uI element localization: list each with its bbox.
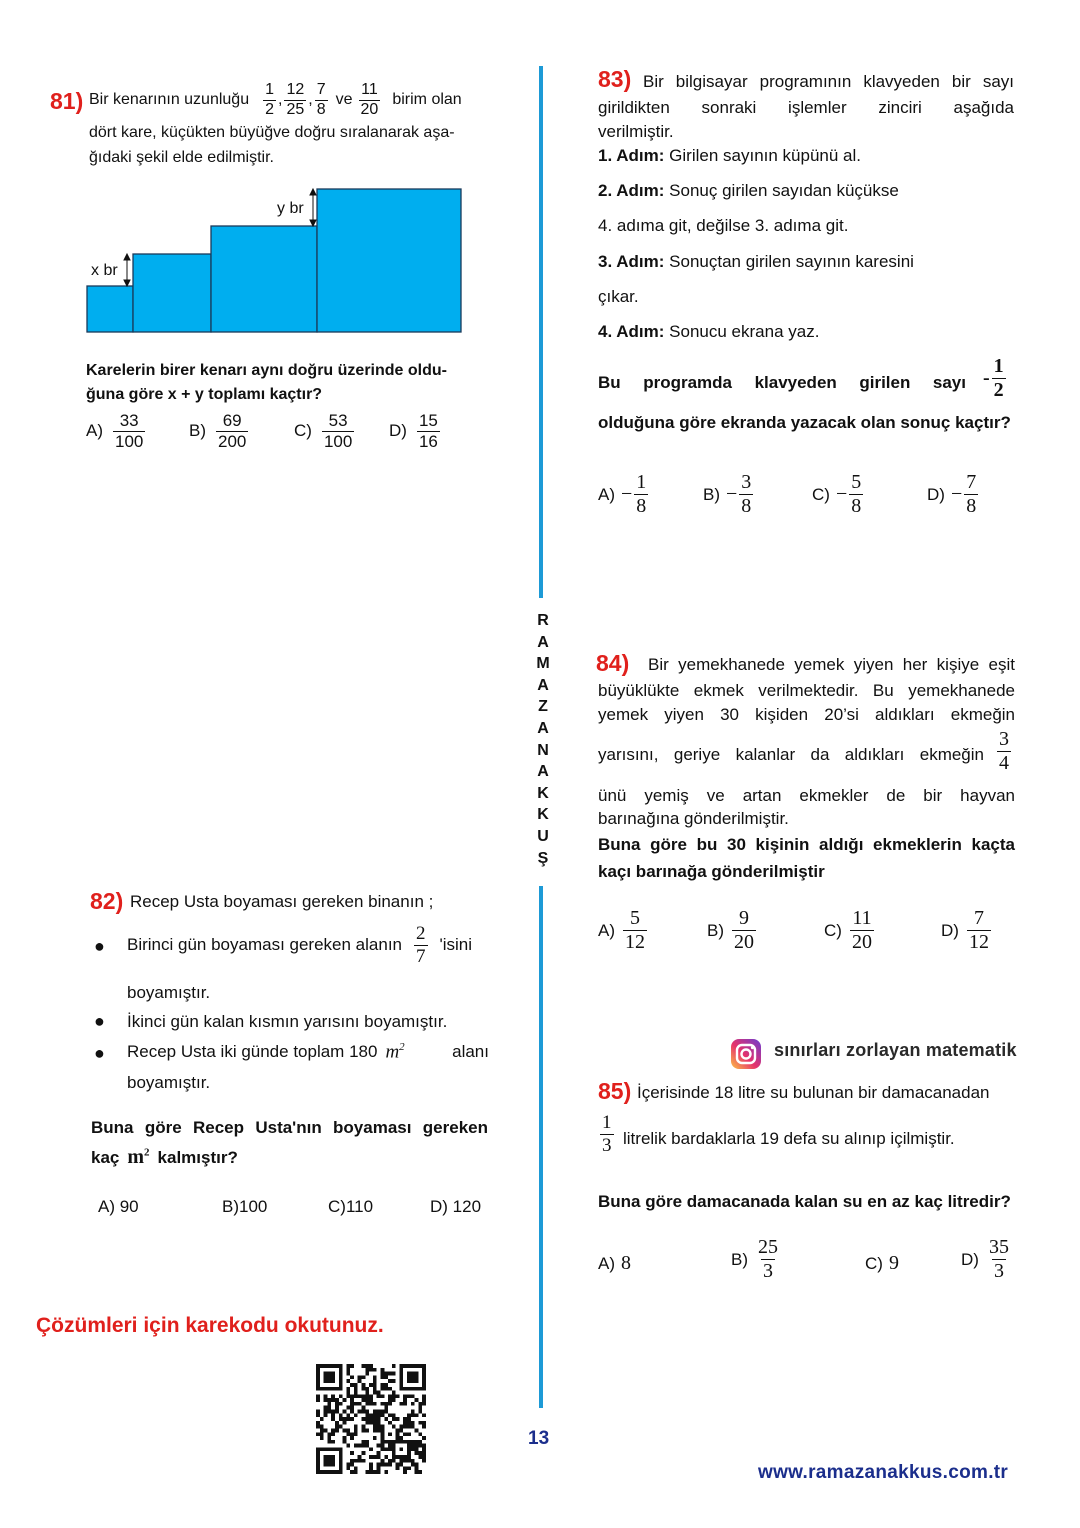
q83-intro-2: girildikten sonraki işlemler zinciri aşağıda xyxy=(598,98,1014,117)
instagram-icon[interactable] xyxy=(730,1038,762,1070)
q83-option-c[interactable]: C) − $\frac{5}{8}$ xyxy=(812,471,862,517)
q83-option-a[interactable]: A) − $\frac{1}{8}$ xyxy=(598,471,647,517)
q82-question-b: kaç $m^2$ kalmıştır? xyxy=(91,1146,238,1168)
author-letter: Ş xyxy=(537,849,549,867)
q83-option-d[interactable]: D) − $\frac{7}{8}$ xyxy=(927,471,977,517)
q81-squares-figure xyxy=(80,180,480,340)
q81-option-c[interactable]: C) $\frac{53}{100}$ xyxy=(294,411,353,451)
qr-code[interactable] xyxy=(316,1364,426,1474)
q81-question-l1: Karelerin birer kenarı aynı doğru üzerinde oldu- xyxy=(86,362,447,379)
q81-line2: dört kare, küçükten büyüğve doğru sıralanarak aşa- xyxy=(89,124,455,141)
q81-question-l2: ğuna göre x + y toplamı kaçtır? xyxy=(86,386,323,403)
page-number: 13 xyxy=(528,1428,550,1449)
q83-step-3: 3. Adım: Sonuçtan girilen sayının karesini xyxy=(598,252,914,271)
q82-option-d[interactable]: D) 120 xyxy=(430,1197,482,1216)
author-letter: A xyxy=(537,763,549,781)
q81-x-label: x br xyxy=(91,262,118,279)
column-divider-bottom xyxy=(539,886,543,1408)
q85-question: Buna göre damacanada kalan su en az kaç litredir? xyxy=(598,1192,1011,1211)
q81-option-b[interactable]: B) $\frac{69}{200}$ xyxy=(189,411,247,451)
author-letter: R xyxy=(537,612,549,629)
q82-option-c[interactable]: C)110 xyxy=(328,1197,374,1216)
q82-option-a[interactable]: A) 90 xyxy=(98,1197,139,1216)
square-1 xyxy=(87,286,133,332)
q84-line2: büyüklükte ekmek verilmektedir. Bu yemekhanede xyxy=(598,681,1015,700)
q85-option-a[interactable]: A) 8 xyxy=(598,1252,631,1274)
author-letter: U xyxy=(537,828,549,845)
q82-bullet-2: İkinci gün kalan kısmın yarısını boyamıştır. xyxy=(127,1012,448,1031)
q84-number: 84) xyxy=(596,650,630,676)
author-letter: M xyxy=(536,655,550,673)
bullet-icon: ● xyxy=(94,1043,105,1063)
q81-y-label: y br xyxy=(277,200,304,217)
q83-intro-3: verilmiştir. xyxy=(598,122,674,141)
q85-fraction: $\frac{1}{3}$ xyxy=(602,1112,612,1156)
q84-line1: Bir yemekhanede yemek yiyen her kişiye eşit xyxy=(648,655,1015,674)
author-letter: A xyxy=(537,676,549,694)
author-letter: N xyxy=(537,741,549,759)
q82-bullet-3: Recep Usta iki günde toplam 180 $m^2$ alanı xyxy=(127,1041,489,1063)
q84-question-1: Buna göre bu 30 kişinin aldığı ekmeklerin kaçta xyxy=(598,835,1015,854)
author-letter: K xyxy=(537,806,549,824)
q85-option-d[interactable]: D) $\frac{35}{3}$ xyxy=(961,1236,1009,1282)
q83-number: 83) xyxy=(598,66,632,92)
q81-intro-a: Bir kenarının uzunluğu xyxy=(89,91,250,108)
q83-step-4: 4. Adım: Sonucu ekrana yaz. xyxy=(598,322,820,341)
q81-frac-3: $\frac{7}{8}$ xyxy=(316,80,326,118)
q81-option-a[interactable]: A) $\frac{33}{100}$ xyxy=(86,411,144,451)
author-letter: A xyxy=(537,633,549,651)
square-3 xyxy=(211,226,317,332)
q82-intro: Recep Usta boyaması gereken binanın ; xyxy=(130,892,434,911)
q84-fraction: $\frac{3}{4}$ xyxy=(999,728,1009,774)
q85-option-c[interactable]: C) 9 xyxy=(865,1252,899,1274)
author-letter: K xyxy=(537,784,549,802)
q84-line3: yemek yiyen 30 kişiden 20’si aldıkları ekmeğin xyxy=(598,705,1015,724)
bullet-icon: ● xyxy=(94,1011,105,1031)
author-letter: A xyxy=(537,720,549,737)
q83-question-2: olduğuna göre ekranda yazacak olan sonuç kaçtır? xyxy=(598,413,1011,432)
q85-line1: İçerisinde 18 litre su bulunan bir damacanadan xyxy=(637,1083,990,1102)
q81-intro: Bir kenarının uzunluğu $\frac{1}{2}$ , $\frac{12}{25}$ , $\frac{7}{8}$ ve $\frac{11}{20}$ birim olan xyxy=(89,80,462,118)
q85-option-b[interactable]: B) $\frac{25}{3}$ xyxy=(731,1236,778,1282)
author-letter: Z xyxy=(538,698,548,716)
square-2 xyxy=(133,254,211,332)
q85-number: 85) xyxy=(598,1078,632,1104)
q83-option-b[interactable]: B) − $\frac{3}{8}$ xyxy=(703,471,752,517)
q85-line2: litrelik bardaklarla 19 defa su alınıp içilmiştir. xyxy=(623,1129,955,1148)
q81-frac-1: $\frac{1}{2}$ xyxy=(265,80,275,118)
q84-option-c[interactable]: C) $\frac{11}{20}$ xyxy=(824,907,872,953)
column-divider-top xyxy=(539,66,543,598)
q84-option-b[interactable]: B) $\frac{9}{20}$ xyxy=(707,907,754,953)
q84-option-a[interactable]: A) $\frac{5}{12}$ xyxy=(598,907,645,953)
q84-line5: ünü yemiş ve artan ekmekler de bir hayvan xyxy=(598,786,1015,805)
q82-question-a: Buna göre Recep Usta'nın boyaması gereken xyxy=(91,1118,488,1137)
q81-intro-b: birim olan xyxy=(392,91,462,108)
q81-option-d[interactable]: D) $\frac{15}{16}$ xyxy=(389,411,438,451)
q83-step-1: 1. Adım: Girilen sayının küpünü al. xyxy=(598,146,862,165)
q81-frac-2: $\frac{12}{25}$ xyxy=(286,80,305,118)
q82-number: 82) xyxy=(90,888,124,914)
q83-intro-1: Bir bilgisayar programının klavyeden bir sayı xyxy=(643,72,1014,91)
q81-number: 81) xyxy=(50,88,84,114)
q83-step-3-cont: çıkar. xyxy=(598,287,639,306)
q83-question-1: Bu programda klavyeden girilen sayı xyxy=(598,373,966,392)
q84-question-2: kaçı barınağa gönderilmiştir xyxy=(598,862,825,881)
q81-line3: ğıdaki şekil elde edilmiştir. xyxy=(89,149,274,166)
square-4 xyxy=(317,189,461,332)
q82-bullet-3-end: boyamıştır. xyxy=(127,1073,211,1092)
q83-step-2: 2. Adım: Sonuç girilen sayıdan küçükse xyxy=(598,181,899,200)
instagram-handle: sınırları zorlayan matematik xyxy=(774,1040,1017,1060)
bullet-icon: ● xyxy=(94,936,105,956)
solutions-note: Çözümleri için karekodu okutunuz. xyxy=(36,1314,384,1337)
q84-line6: barınağına gönderilmiştir. xyxy=(598,809,789,828)
q82-option-b[interactable]: B)100 xyxy=(222,1197,268,1216)
q83-input-value: - $\frac{1}{2}$ xyxy=(983,355,1004,401)
q82-bullet-1-end: boyamıştır. xyxy=(127,983,211,1002)
website-link[interactable]: www.ramazanakkus.com.tr xyxy=(758,1462,1009,1483)
q83-step-2-cont: 4. adıma git, değilse 3. adıma git. xyxy=(598,216,849,235)
q81-frac-4: $\frac{11}{20}$ xyxy=(360,80,379,118)
q82-bullet-1: Birinci gün boyaması gereken alanın $\frac{2}{7}$ 'isini xyxy=(127,923,473,967)
q81-ve: ve xyxy=(335,91,353,108)
q84-option-d[interactable]: D) $\frac{7}{12}$ xyxy=(941,907,989,953)
q84-line4: yarısını, geriye kalanlar da aldıkları ekmeğin xyxy=(598,745,984,764)
